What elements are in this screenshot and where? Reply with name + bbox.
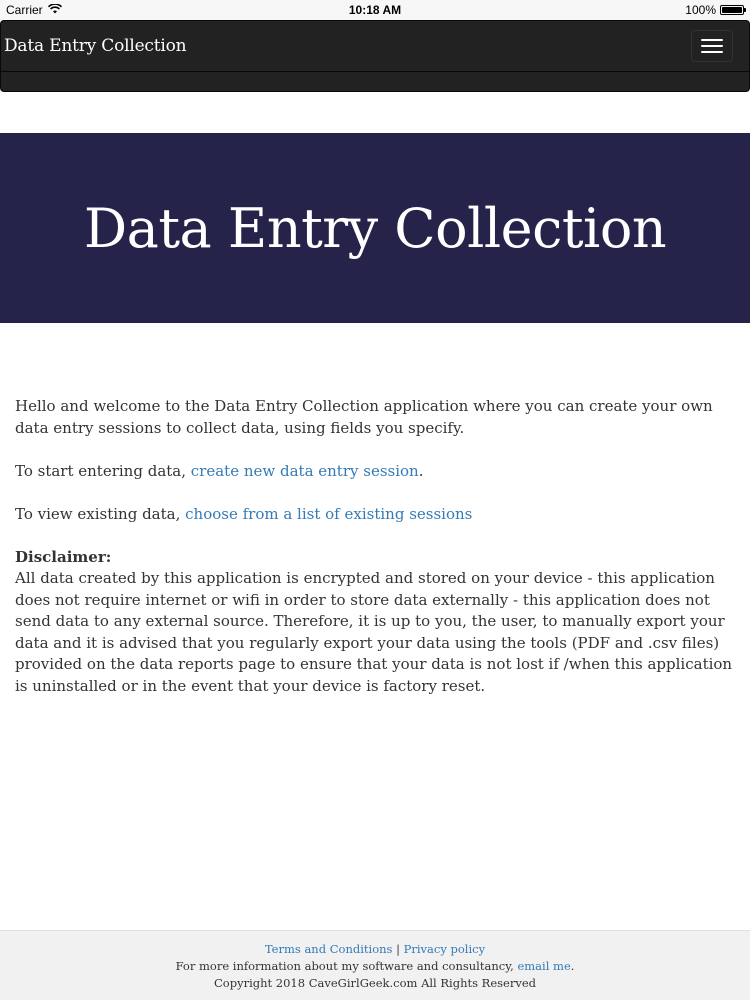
terms-link[interactable]: Terms and Conditions — [264, 942, 393, 956]
footer-separator: | — [392, 942, 404, 956]
intro-paragraph: Hello and welcome to the Data Entry Collection application where you can create your own data entry sessions to collect data, using fields you specify. — [15, 397, 713, 437]
start-paragraph — [15, 461, 737, 483]
main-content — [15, 396, 737, 719]
hamburger-icon-bar — [701, 39, 723, 41]
battery-percent: 100% — [685, 3, 716, 17]
navbar — [0, 20, 750, 92]
existing-sessions-link[interactable]: choose from a list of existing sessions — [185, 504, 473, 523]
status-bar — [0, 0, 750, 20]
footer-links — [0, 942, 750, 956]
footer-info — [0, 959, 750, 973]
status-right — [685, 3, 744, 17]
privacy-link[interactable]: Privacy policy — [403, 942, 486, 956]
hero-banner — [0, 133, 750, 323]
disclaimer-text: All data created by this application is encrypted and stored on your device - this application does not require internet or wifi in order to store data externally - this application does not send data to any external source. Therefore, it is up to you, the user, to manually export your data and it is advised that you regularly export your data using the tools (PDF and .csv files) provided on the data reports page to ensure that your data is not lost if /when this application is uninstalled or in the event that your device is factory reset. — [15, 569, 733, 695]
status-time: 10:18 AM — [348, 3, 402, 17]
navbar-brand[interactable]: Data Entry Collection — [4, 36, 187, 56]
footer-copyright: Copyright 2018 CaveGirlGeek.com All Rights Reserved — [214, 976, 536, 990]
email-link[interactable]: email me — [517, 959, 571, 973]
carrier-label: Carrier — [6, 3, 43, 17]
create-session-link[interactable]: create new data entry session — [190, 461, 419, 480]
disclaimer-title: Disclaimer: — [15, 547, 112, 566]
hero-title: Data Entry Collection — [83, 196, 667, 260]
view-text: To view existing data, — [15, 504, 186, 523]
hamburger-icon-bar — [701, 51, 723, 53]
view-paragraph — [15, 504, 737, 526]
start-text: To start entering data, — [15, 461, 191, 480]
battery-icon — [720, 5, 744, 15]
footer — [0, 930, 750, 1000]
hamburger-icon-bar — [701, 45, 723, 47]
footer-info-text: For more information about my software and consultancy, — [175, 959, 518, 973]
start-suffix: . — [418, 461, 424, 480]
navbar-header — [1, 21, 749, 72]
footer-info-suffix: . — [570, 959, 575, 973]
menu-toggle-button[interactable] — [691, 30, 733, 62]
